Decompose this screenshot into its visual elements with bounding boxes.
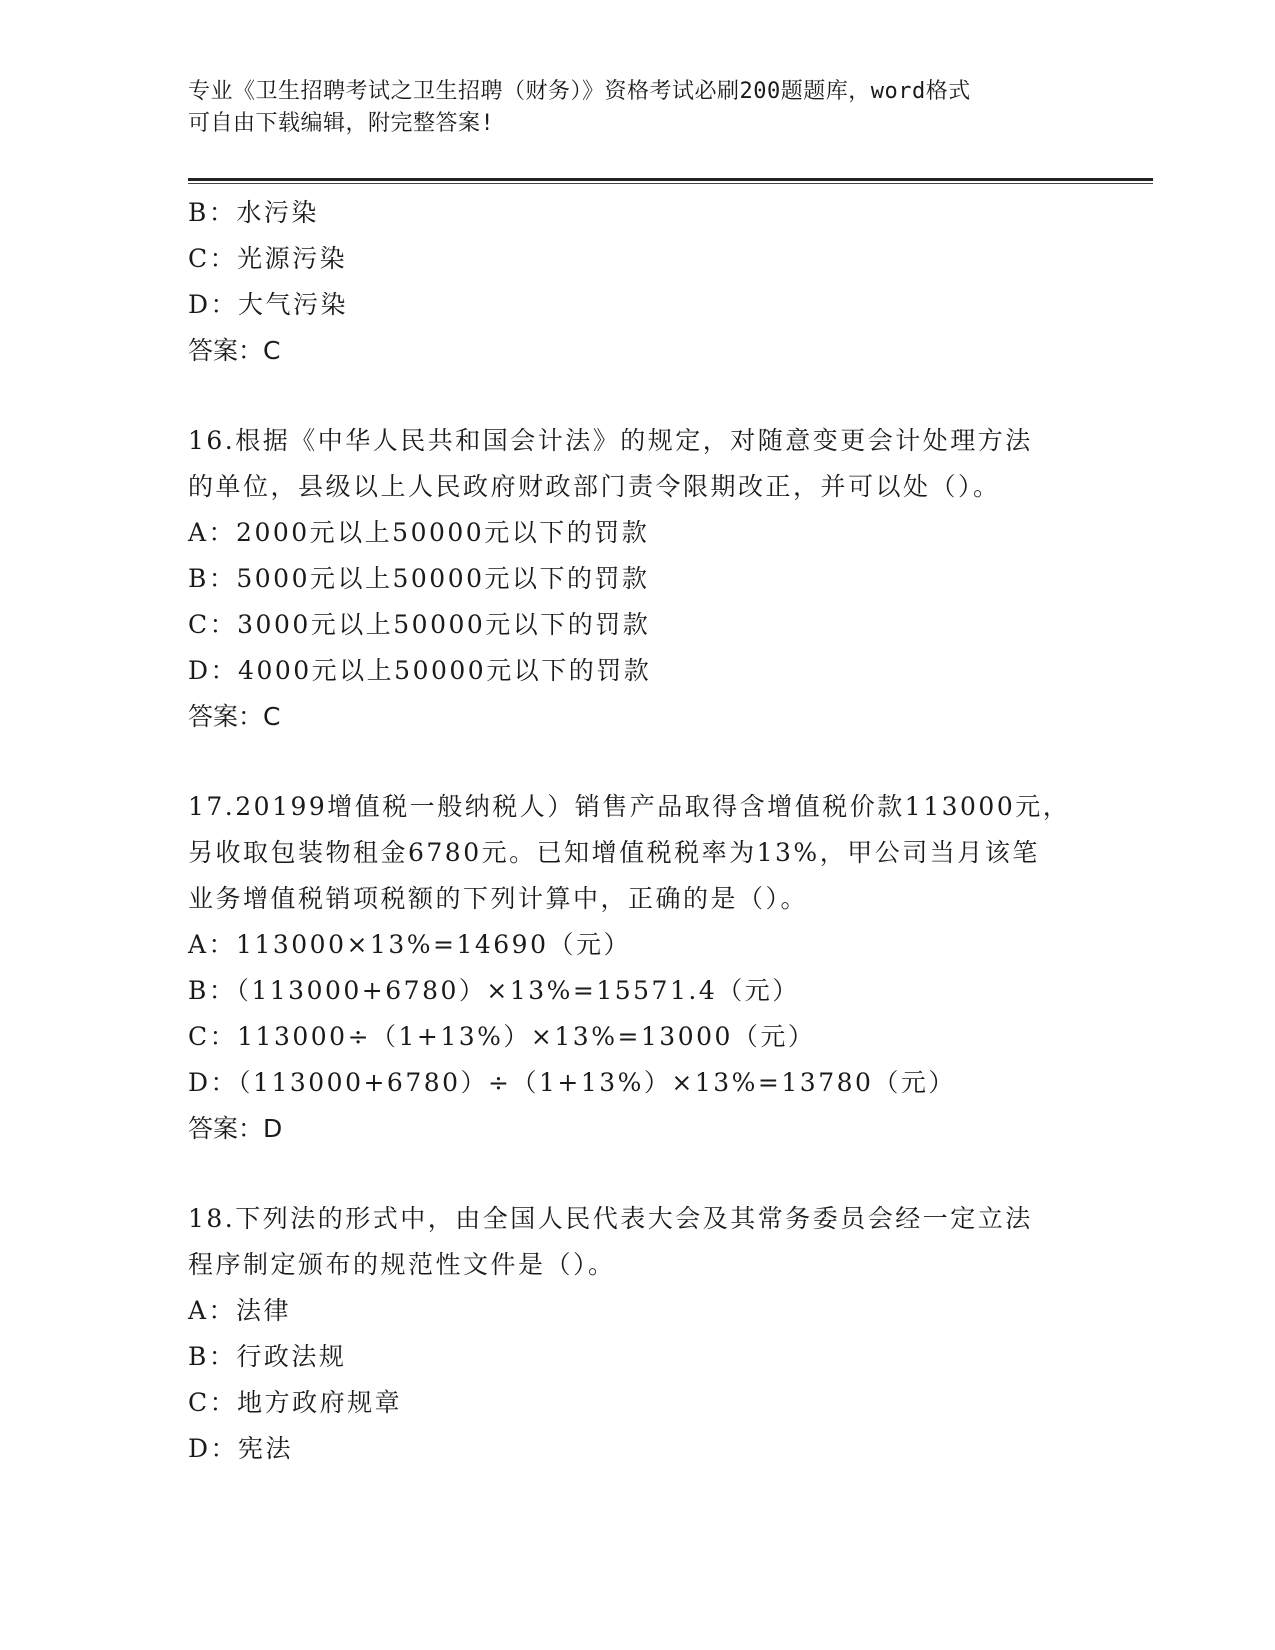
option-d: D：大气污染 bbox=[188, 290, 349, 319]
spacer bbox=[188, 740, 1088, 784]
option-a: A：2000元以上50000元以下的罚款 bbox=[188, 518, 650, 547]
option-b: B：行政法规 bbox=[188, 1342, 347, 1371]
question-15-tail bbox=[188, 190, 1088, 374]
header-title-line-2: 可自由下载编辑，附完整答案! bbox=[188, 111, 495, 136]
stem-line: 16.根据《中华人民共和国会计法》的规定，对随意变更会计处理方法 bbox=[188, 426, 1033, 455]
option-b: B：（113000+6780）×13%=15571.4（元） bbox=[188, 976, 800, 1005]
option-b: B：5000元以上50000元以下的罚款 bbox=[188, 564, 650, 593]
question-list bbox=[188, 190, 1088, 1472]
question-18 bbox=[188, 1196, 1088, 1472]
option-a: A：法律 bbox=[188, 1296, 292, 1325]
stem-line: 17.20199增值税一般纳税人）销售产品取得含增值税价款113000元， bbox=[188, 792, 1071, 821]
option-c: C：113000÷（1+13%）×13%=13000（元） bbox=[188, 1022, 816, 1051]
header-rule-thick bbox=[188, 178, 1153, 181]
option-b: B：水污染 bbox=[188, 198, 319, 227]
option-a: A：113000×13%=14690（元） bbox=[188, 930, 631, 959]
question-stem bbox=[188, 418, 1088, 510]
stem-line: 的单位，县级以上人民政府财政部门责令限期改正，并可以处（）。 bbox=[188, 472, 1001, 501]
option-c: C：光源污染 bbox=[188, 244, 348, 273]
option-d: D：4000元以上50000元以下的罚款 bbox=[188, 656, 652, 685]
answer-line: 答案：C bbox=[188, 702, 281, 731]
header-rule-thin bbox=[188, 183, 1153, 184]
spacer bbox=[188, 1152, 1088, 1196]
answer-line: 答案：D bbox=[188, 1114, 283, 1143]
answer-line: 答案：C bbox=[188, 336, 281, 365]
spacer bbox=[188, 374, 1088, 418]
option-c: C：3000元以上50000元以下的罚款 bbox=[188, 610, 651, 639]
question-16 bbox=[188, 418, 1088, 740]
option-c: C：地方政府规章 bbox=[188, 1388, 403, 1417]
question-stem bbox=[188, 1196, 1088, 1288]
stem-line: 程序制定颁布的规范性文件是（）。 bbox=[188, 1250, 616, 1279]
stem-line: 另收取包装物租金6780元。已知增值税税率为13%，甲公司当月该笔 bbox=[188, 838, 1040, 867]
document-header bbox=[188, 76, 1088, 140]
question-17 bbox=[188, 784, 1088, 1152]
question-stem bbox=[188, 784, 1088, 922]
header-title-line-1: 专业《卫生招聘考试之卫生招聘（财务）》资格考试必刷200题题库，word格式 bbox=[188, 79, 971, 104]
stem-line: 业务增值税销项税额的下列计算中，正确的是（）。 bbox=[188, 884, 809, 913]
option-d: D：（113000+6780）÷（1+13%）×13%=13780（元） bbox=[188, 1068, 956, 1097]
stem-line: 18.下列法的形式中，由全国人民代表大会及其常务委员会经一定立法 bbox=[188, 1204, 1033, 1233]
option-d: D：宪法 bbox=[188, 1434, 294, 1463]
